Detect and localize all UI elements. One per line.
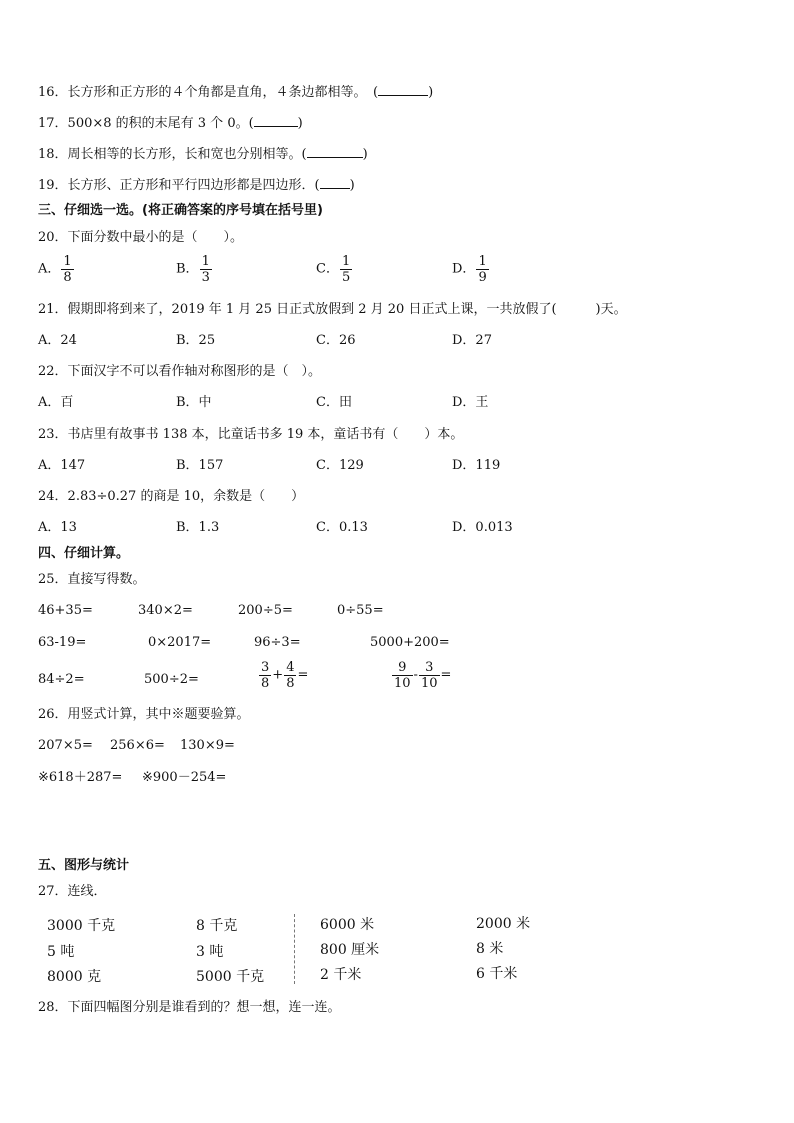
q20-option-c[interactable]: [316, 254, 353, 285]
calc-item: 500÷2=: [144, 672, 199, 687]
calc-item: 0÷55=: [337, 603, 384, 618]
paren-close: ): [428, 85, 434, 100]
calc-item: 207×5=: [38, 738, 93, 753]
paren-close: ): [349, 178, 355, 193]
fraction: [476, 254, 488, 285]
question-18: [38, 145, 368, 164]
numerator: 1: [341, 254, 351, 269]
q24-option-a[interactable]: A．13: [38, 520, 77, 535]
q23-option-b[interactable]: B．157: [176, 458, 224, 473]
numerator: 4: [286, 660, 295, 675]
match-item[interactable]: 6 千米: [476, 966, 518, 982]
option-label: C．: [316, 261, 339, 277]
question-22-text: 22．下面汉字不可以看作轴对称图形的是（ ）。: [38, 364, 322, 379]
denominator: 8: [63, 270, 72, 285]
fraction: [392, 660, 413, 691]
q22-option-b[interactable]: B．中: [176, 395, 212, 410]
answer-blank-18[interactable]: [307, 145, 363, 158]
calc-item: 84÷2=: [38, 672, 85, 687]
equals: =: [440, 667, 452, 683]
q21-option-d[interactable]: D．27: [452, 333, 492, 348]
numerator: 9: [398, 660, 407, 675]
q24-option-d[interactable]: D．0.013: [452, 520, 513, 535]
question-25-text: 25．直接写得数。: [38, 572, 146, 587]
question-17: [38, 114, 303, 133]
match-item[interactable]: 5000 千克: [196, 969, 265, 985]
q23-option-c[interactable]: C．129: [316, 458, 364, 473]
option-label: A．: [38, 261, 61, 277]
fraction: [61, 254, 73, 285]
answer-blank-19[interactable]: [320, 176, 350, 189]
question-20-text: 20．下面分数中最小的是（ ）。: [38, 230, 244, 245]
equals: =: [297, 667, 309, 683]
question-16-text: 16．长方形和正方形的４个角都是直角，４条边都相等。 (: [38, 85, 379, 100]
fraction: [200, 254, 212, 285]
calc-item: 340×2=: [138, 603, 193, 618]
fraction: [284, 660, 296, 691]
q23-option-a[interactable]: A．147: [38, 458, 86, 473]
section-3-heading: 三、仔细选一选。(将正确答案的序号填在括号里): [38, 203, 323, 218]
numerator: 1: [201, 254, 210, 269]
question-17-text: 17．500×8 的积的末尾有 3 个 0。(: [38, 116, 254, 131]
question-28-text: 28．下面四幅图分别是谁看到的？想一想，连一连。: [38, 1000, 341, 1015]
operator: +: [272, 667, 284, 683]
answer-blank-16[interactable]: [378, 83, 428, 96]
match-item[interactable]: 3 吨: [196, 944, 224, 960]
q22-option-d[interactable]: D．王: [452, 395, 489, 410]
q20-option-d[interactable]: [452, 254, 490, 285]
question-23-text: 23．书店里有故事书 138 本，比童话书多 19 本，童话书有（ ）本。: [38, 427, 464, 442]
match-item[interactable]: 3000 千克: [47, 918, 116, 934]
calc-item: 0×2017=: [148, 635, 212, 650]
denominator: 10: [420, 676, 438, 691]
q21-option-a[interactable]: A．24: [38, 333, 77, 348]
match-item[interactable]: 5 吨: [47, 944, 75, 960]
q20-option-a[interactable]: [38, 254, 75, 285]
operator: -: [413, 667, 418, 683]
q24-option-c[interactable]: C．0.13: [316, 520, 368, 535]
calc-item: 46+35=: [38, 603, 93, 618]
q21-option-c[interactable]: C．26: [316, 333, 356, 348]
question-18-text: 18．周长相等的长方形，长和宽也分别相等。(: [38, 147, 307, 162]
calc-item: 63-19=: [38, 635, 87, 650]
calc-item: 200÷5=: [238, 603, 293, 618]
match-item[interactable]: 8 千克: [196, 918, 238, 934]
match-item[interactable]: 2000 米: [476, 916, 531, 932]
q22-option-a[interactable]: A．百: [38, 395, 74, 410]
option-label: D．: [452, 261, 476, 277]
denominator: 8: [286, 676, 295, 691]
section-5-heading: 五、图形与统计: [38, 858, 130, 873]
calc-item: 256×6=: [110, 738, 165, 753]
denominator: 5: [341, 270, 351, 285]
calc-item: ※900－254=: [142, 770, 227, 785]
question-16: [38, 83, 433, 102]
option-label: B．: [176, 261, 199, 277]
fraction-expression-2: [391, 660, 451, 691]
denominator: 3: [201, 270, 210, 285]
numerator: 3: [261, 660, 270, 675]
paren-close: ): [362, 147, 368, 162]
match-item[interactable]: 2 千米: [320, 967, 362, 983]
match-item[interactable]: 8000 克: [47, 969, 102, 985]
answer-blank-17[interactable]: [254, 114, 298, 127]
divider: [294, 914, 295, 984]
denominator: 8: [261, 676, 270, 691]
numerator: 1: [63, 254, 72, 269]
fraction-expression-1: [258, 660, 308, 691]
numerator: 3: [425, 660, 434, 675]
denominator: 10: [394, 676, 411, 691]
q20-option-b[interactable]: [176, 254, 213, 285]
match-item[interactable]: 8 米: [476, 941, 504, 957]
q23-option-d[interactable]: D．119: [452, 458, 501, 473]
section-4-heading: 四、仔细计算。: [38, 546, 130, 561]
question-27-text: 27．连线．: [38, 884, 107, 899]
question-19-text: 19．长方形、正方形和平行四边形都是四边形．(: [38, 178, 320, 193]
calc-item: 96÷3=: [254, 635, 301, 650]
calc-item: ※618＋287=: [38, 770, 123, 785]
fraction: [340, 254, 352, 285]
calc-item: 5000+200=: [370, 635, 450, 650]
question-24-text: 24．2.83÷0.27 的商是 10，余数是（ ）: [38, 489, 305, 504]
fraction: [419, 660, 440, 691]
question-21-text: 21．假期即将到来了，2019 年 1 月 25 日正式放假到 2 月 20 日正式上课，一共放假了( )天。: [38, 302, 627, 317]
fraction: [259, 660, 271, 691]
denominator: 9: [478, 270, 487, 285]
match-item[interactable]: 800 厘米: [320, 942, 380, 958]
q21-option-b[interactable]: B．25: [176, 333, 216, 348]
numerator: 1: [478, 254, 487, 269]
match-item[interactable]: 6000 米: [320, 917, 375, 933]
q24-option-b[interactable]: B．1.3: [176, 520, 220, 535]
question-26-text: 26．用竖式计算，其中※题要验算。: [38, 707, 250, 722]
calc-item: 130×9=: [180, 738, 235, 753]
paren-close: ): [297, 116, 303, 131]
q22-option-c[interactable]: C．田: [316, 395, 352, 410]
question-19: [38, 176, 355, 195]
